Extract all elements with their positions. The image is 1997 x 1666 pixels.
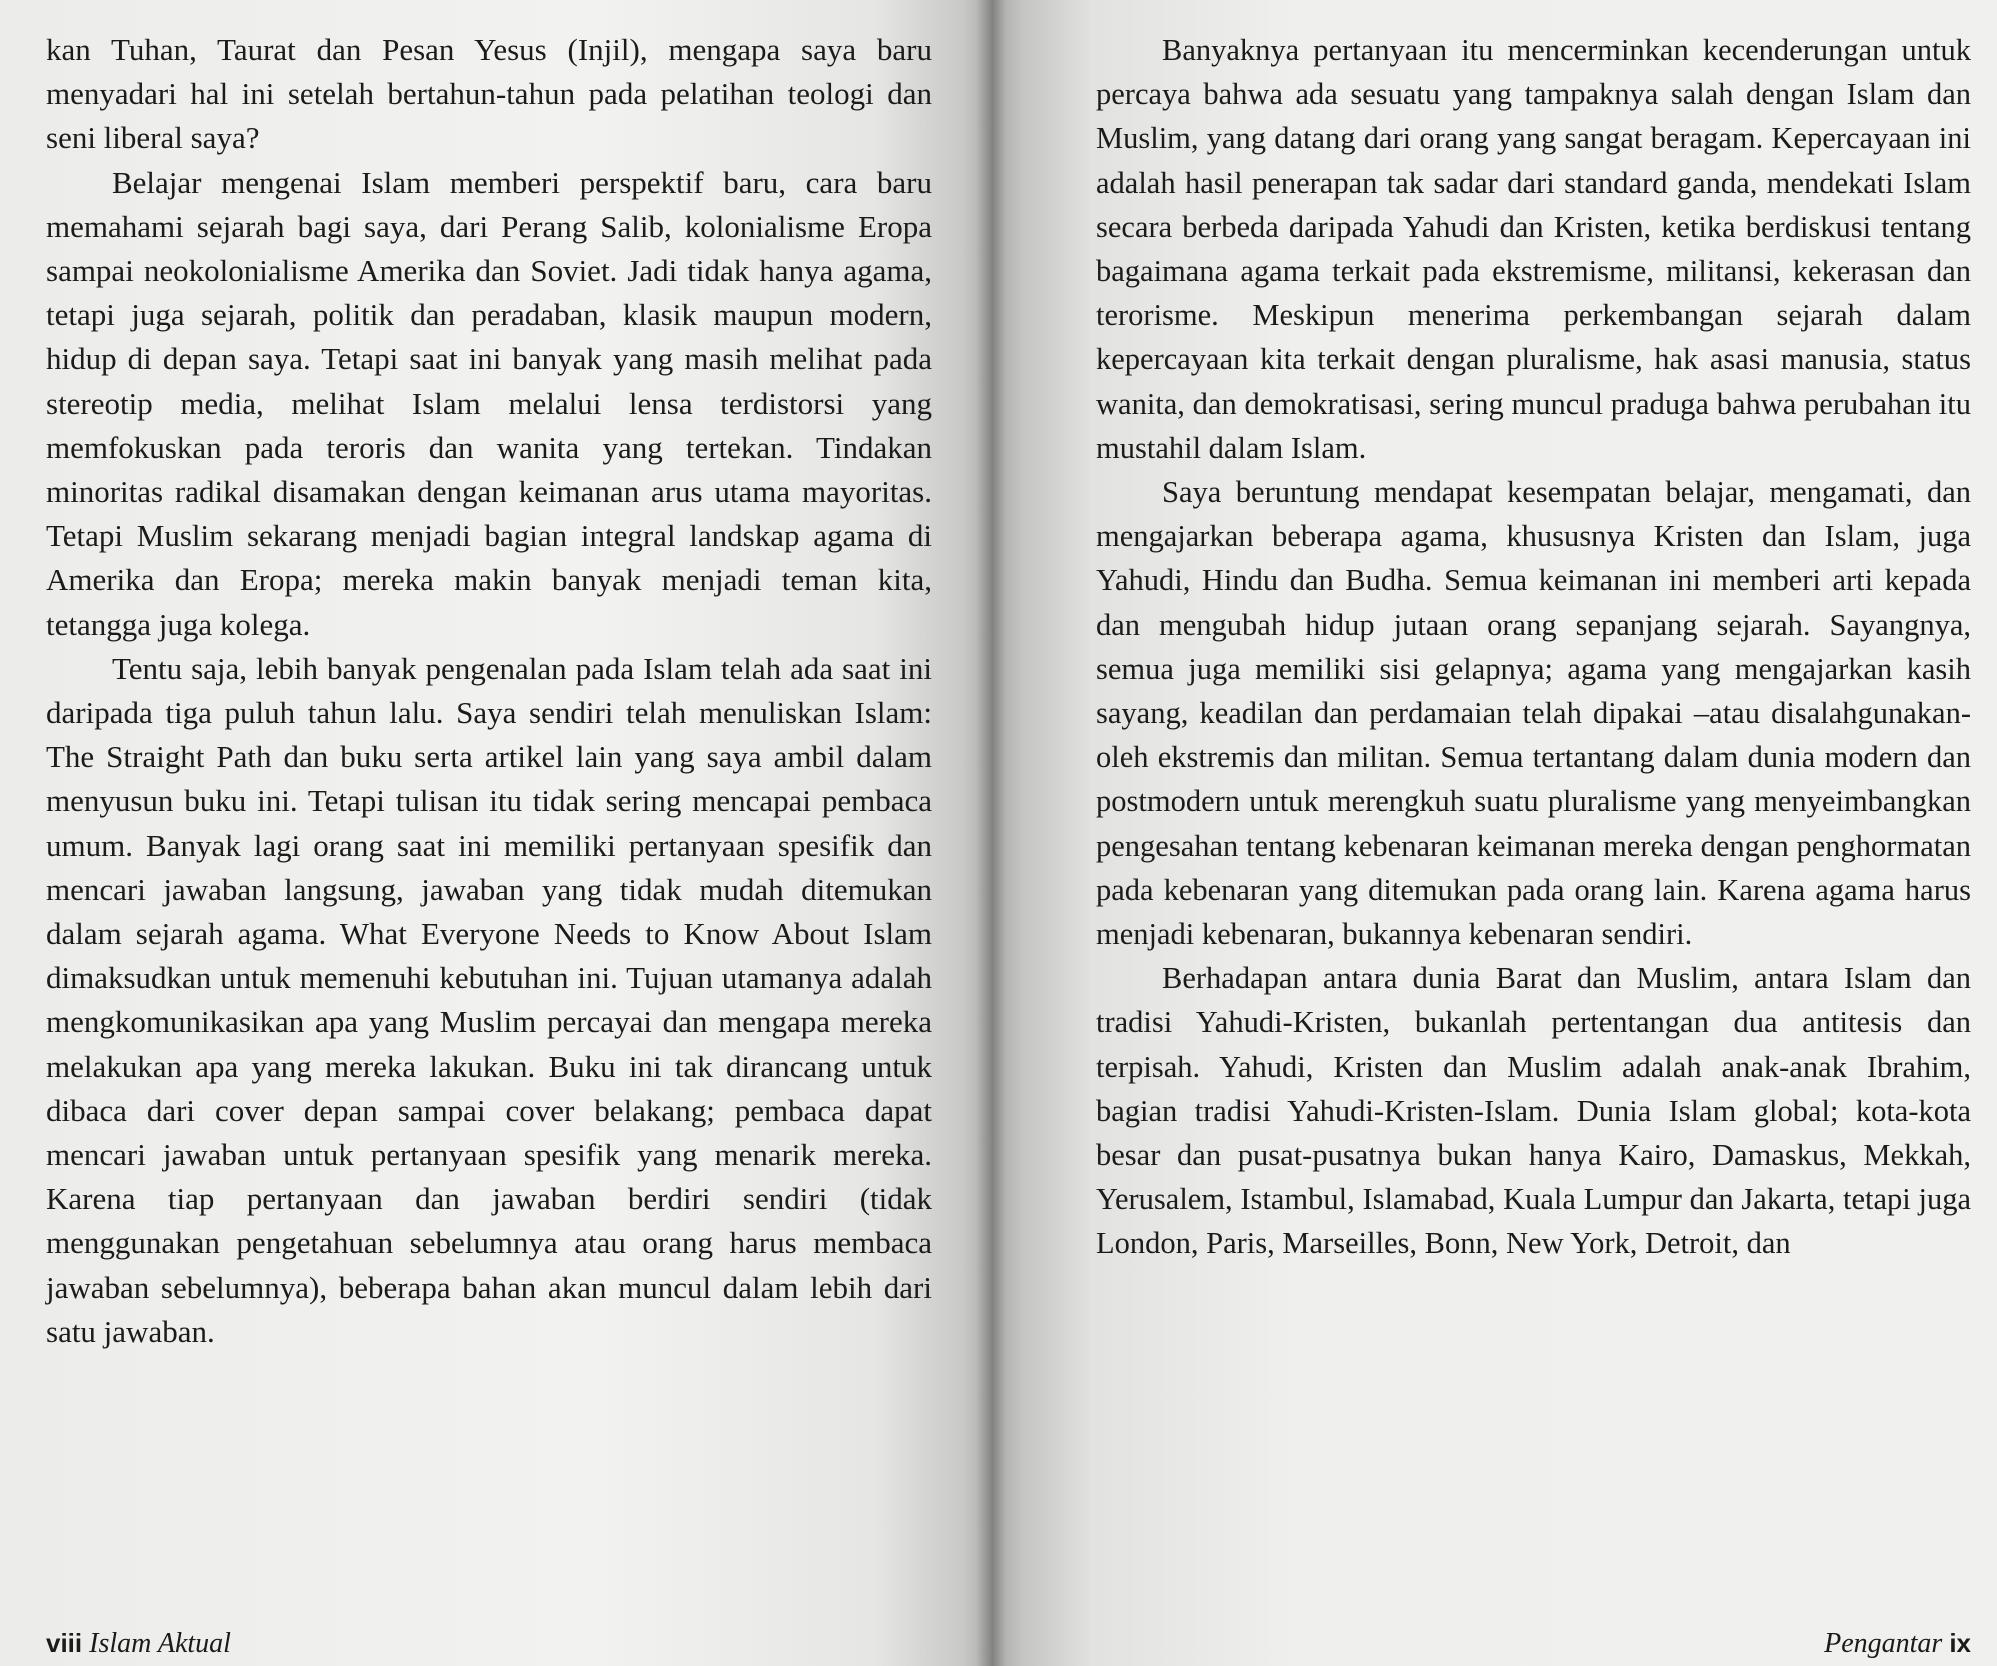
left-paragraph-2: Belajar mengenai Islam memberi perspektif baru, cara baru memahami sejarah bagi saya, dari Perang Salib, kolonialisme Eropa sampai neokolonialisme Amerika dan Soviet. Jadi tidak hanya agama, tetapi juga sejarah, politik dan peradaban, klasik maupun modern, hidup di depan saya. Tetapi saat ini banyak yang masih melihat pada stereotip media, melihat Islam melalui lensa terdistorsi yang memfokuskan pada teroris dan wanita yang tertekan. Tindakan minoritas radikal disamakan dengan keimanan arus utama mayoritas. Tetapi Muslim sekarang menjadi bagian integral landskap agama di Amerika dan Eropa; mereka makin banyak menjadi teman kita, tetangga juga kolega.: [46, 164, 932, 642]
right-page-number: ix: [1949, 1628, 1971, 1658]
right-page-text: [1096, 28, 1971, 1266]
left-running-title: Islam Aktual: [89, 1628, 231, 1659]
right-running-title: Pengantar: [1824, 1628, 1943, 1659]
right-paragraph-1: Banyaknya pertanyaan itu mencerminkan kecenderungan untuk percaya bahwa ada sesuatu yang tampaknya salah dengan Islam dan Muslim, yang datang dari orang yang sangat beragam. Kepercayaan ini adalah hasil penerapan tak sadar dari standard ganda, mendekati Islam secara berbeda daripada Yahudi dan Kristen, ketika berdiskusi tentang bagaimana agama terkait pada ekstremisme, militansi, kekerasan dan terorisme. Meskipun menerima perkembangan sejarah dalam kepercayaan kita terkait dengan pluralisme, hak asasi manusia, status wanita, dan demokratisasi, sering muncul praduga bahwa perubahan itu mustahil dalam Islam.: [1096, 33, 1971, 465]
left-paragraph-3: Tentu saja, lebih banyak pengenalan pada Islam telah ada saat ini daripada tiga puluh tahun lalu. Saya sendiri telah menuliskan Islam: The Straight Path dan buku serta artikel lain yang saya ambil dalam menyusun buku ini. Tetapi tulisan itu tidak sering mencapai pembaca umum. Banyak lagi orang saat ini memiliki pertanyaan spesifik dan mencari jawaban langsung, jawaban yang tidak mudah ditemukan dalam sejarah agama. What Everyone Needs to Know About Islam dimaksudkan untuk memenuhi kebutuhan ini. Tujuan utamanya adalah mengkomunikasikan apa yang Muslim percayai dan mengapa mereka melakukan apa yang mereka lakukan. Buku ini tak dirancang untuk dibaca dari cover depan sampai cover belakang; pembaca dapat mencari jawaban untuk pertanyaan spesifik yang menarik mereka. Karena tiap pertanyaan dan jawaban berdiri sendiri (tidak menggunakan pengetahuan sebelumnya atau orang harus membaca jawaban sebelumnya), beberapa bahan akan muncul dalam lebih dari satu jawaban.: [46, 650, 932, 1349]
right-page-footer: [1824, 1628, 1971, 1660]
left-paragraph-1: kan Tuhan, Taurat dan Pesan Yesus (Injil), mengapa saya baru menyadari hal ini setelah bertahun-tahun pada pelatihan teologi dan seni liberal saya?: [46, 32, 932, 156]
left-page-text: [46, 28, 932, 1354]
right-paragraph-2: Saya beruntung mendapat kesempatan belajar, mengamati, dan mengajarkan beberapa agama, khususnya Kristen dan Islam, juga Yahudi, Hindu dan Budha. Semua keimanan ini memberi arti kepada dan mengubah hidup jutaan orang sepanjang sejarah. Sayangnya, semua juga memiliki sisi gelapnya; agama yang mengajarkan kasih sayang, keadilan dan perdamaian telah dipakai –atau disalahgunakan- oleh ekstremis dan militan. Semua tertantang dalam dunia modern dan postmodern untuk merengkuh suatu pluralisme yang menyeimbangkan pengesahan tentang kebenaran keimanan mereka dengan penghormatan pada kebenaran yang ditemukan pada orang lain. Karena agama harus menjadi kebenaran, bukannya kebenaran sendiri.: [1096, 475, 1971, 952]
book-gutter-shadow: [976, 0, 1006, 1666]
left-page-footer: [46, 1628, 231, 1660]
left-page: [0, 0, 992, 1666]
right-page: [992, 0, 1997, 1666]
right-paragraph-3: Berhadapan antara dunia Barat dan Muslim, antara Islam dan tradisi Yahudi-Kristen, bukanlah pertentangan dua antitesis dan terpisah. Yahudi, Kristen dan Muslim adalah anak-anak Ibrahim, bagian tradisi Yahudi-Kristen-Islam. Dunia Islam global; kota-kota besar dan pusat-pusatnya bukan hanya Kairo, Damaskus, Mekkah, Yerusalem, Istambul, Islamabad, Kuala Lumpur dan Jakarta, tetapi juga London, Paris, Marseilles, Bonn, New York, Detroit, dan: [1096, 961, 1971, 1261]
left-page-number: viii: [46, 1628, 83, 1658]
